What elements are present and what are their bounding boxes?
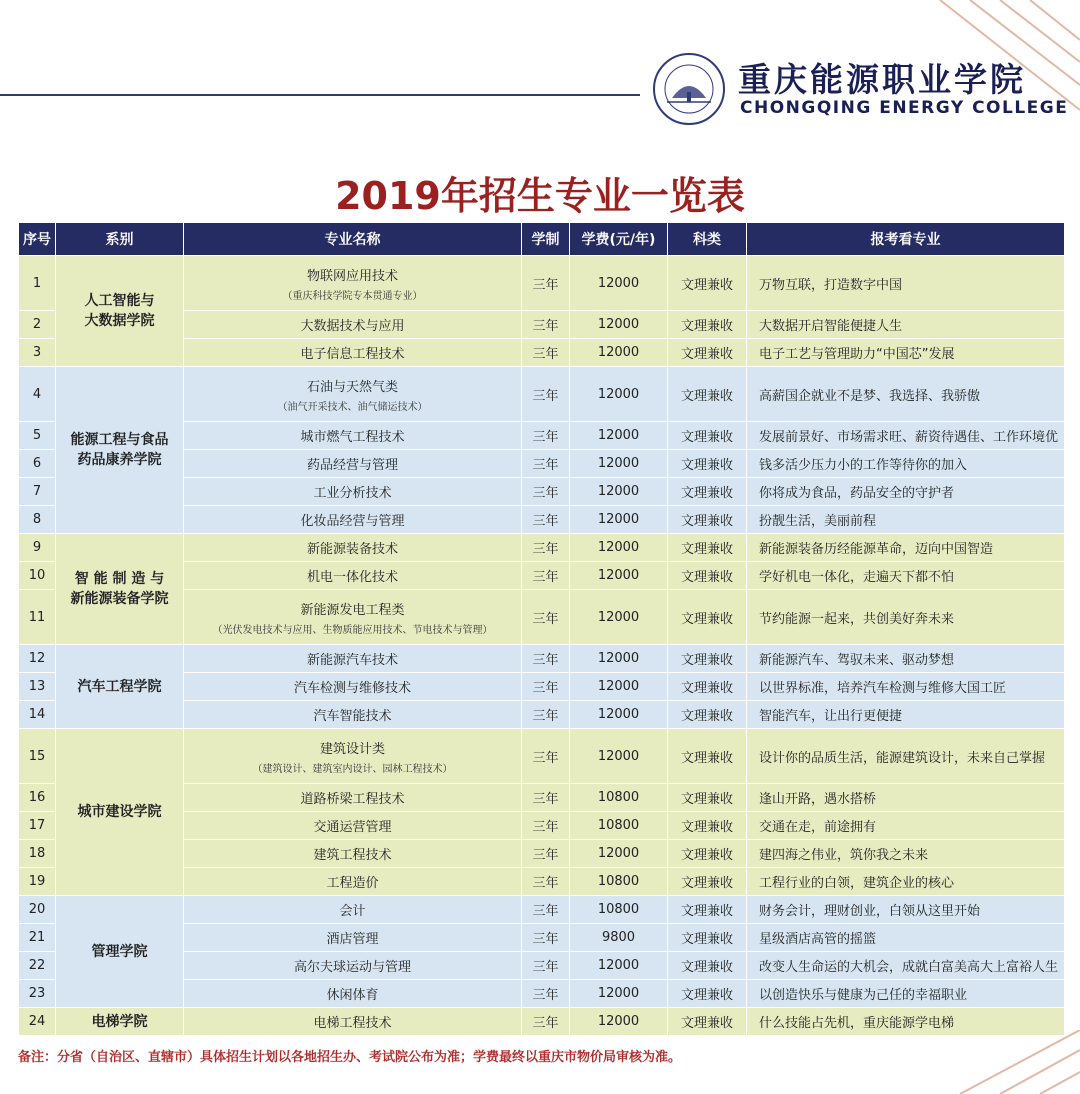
cell-years: 三年: [522, 367, 570, 422]
dept-name-line: 汽车工程学院: [77, 678, 162, 695]
cell-reason: 以世界标准，培养汽车检测与维修大国工匠: [747, 673, 1065, 701]
cell-major: [184, 422, 522, 450]
cell-major: [184, 896, 522, 924]
major-name: 交通运营管理: [313, 820, 392, 835]
cell-reason: 新能源汽车、驾驭未来、驱动梦想: [747, 645, 1065, 673]
header-rule: [0, 94, 640, 96]
cell-fee: 9800: [570, 924, 668, 952]
cell-no: 17: [19, 812, 56, 840]
cell-type: 文理兼收: [668, 562, 747, 590]
cell-fee: 12000: [570, 701, 668, 729]
cell-no: 13: [19, 673, 56, 701]
cell-dept: [56, 367, 184, 534]
cell-no: 4: [19, 367, 56, 422]
cell-fee: 12000: [570, 256, 668, 311]
cell-major: [184, 562, 522, 590]
cell-years: 三年: [522, 590, 570, 645]
cell-years: 三年: [522, 952, 570, 980]
cell-major: [184, 367, 522, 422]
cell-type: 文理兼收: [668, 506, 747, 534]
dept-name-line: 大数据学院: [84, 313, 155, 329]
cell-reason: 财务会计，理财创业，白领从这里开始: [747, 896, 1065, 924]
cell-major: [184, 868, 522, 896]
cell-dept: [56, 729, 184, 896]
corner-stripes-bottom-right: [940, 1030, 1080, 1094]
cell-years: 三年: [522, 784, 570, 812]
dept-name-line: 电梯学院: [91, 1013, 148, 1030]
cell-type: 文理兼收: [668, 450, 747, 478]
cell-reason: 新能源装备历经能源革命，迈向中国智造: [747, 534, 1065, 562]
major-name: 建筑工程技术: [313, 848, 392, 863]
cell-major: [184, 645, 522, 673]
major-name: 高尔夫球运动与管理: [293, 960, 411, 975]
table-body: [19, 256, 1065, 1036]
major-name: 工业分析技术: [313, 486, 392, 501]
col-header-no: 序号: [19, 223, 56, 256]
col-header-type: 科类: [668, 223, 747, 256]
major-subtitle: （光伏发电技术与应用、生物质能应用技术、节电技术与管理）: [212, 624, 493, 636]
cell-fee: 12000: [570, 673, 668, 701]
cell-years: 三年: [522, 450, 570, 478]
cell-fee: 12000: [570, 367, 668, 422]
cell-years: 三年: [522, 896, 570, 924]
major-name: 酒店管理: [326, 932, 379, 947]
major-name: 汽车检测与维修技术: [293, 681, 411, 696]
cell-years: 三年: [522, 506, 570, 534]
major-name: 建筑设计类: [319, 741, 385, 757]
cell-reason: 改变人生命运的大机会，成就白富美高大上富裕人生: [747, 952, 1065, 980]
major-name: 城市燃气工程技术: [300, 430, 405, 445]
table-row: [19, 729, 1065, 784]
cell-type: 文理兼收: [668, 784, 747, 812]
major-name: 物联网应用技术: [306, 268, 398, 284]
cell-no: 3: [19, 339, 56, 367]
cell-type: 文理兼收: [668, 311, 747, 339]
cell-years: 三年: [522, 701, 570, 729]
cell-reason: 设计你的品质生活，能源建筑设计，未来自己掌握: [747, 729, 1065, 784]
college-name-en: CHONGQING ENERGY COLLEGE: [740, 98, 1069, 118]
cell-major: [184, 311, 522, 339]
cell-type: 文理兼收: [668, 840, 747, 868]
cell-years: 三年: [522, 1008, 570, 1036]
cell-type: 文理兼收: [668, 729, 747, 784]
cell-type: 文理兼收: [668, 367, 747, 422]
cell-type: 文理兼收: [668, 590, 747, 645]
major-name: 电子信息工程技术: [300, 347, 405, 362]
cell-fee: 12000: [570, 450, 668, 478]
cell-dept: [56, 256, 184, 367]
majors-table: [18, 222, 1065, 1036]
cell-reason: 学好机电一体化，走遍天下都不怕: [747, 562, 1065, 590]
cell-years: 三年: [522, 840, 570, 868]
cell-no: 23: [19, 980, 56, 1008]
cell-reason: 以创造快乐与健康为己任的幸福职业: [747, 980, 1065, 1008]
cell-fee: 12000: [570, 562, 668, 590]
cell-fee: 12000: [570, 590, 668, 645]
col-header-years: 学制: [522, 223, 570, 256]
cell-no: 12: [19, 645, 56, 673]
cell-reason: 发展前景好、市场需求旺、薪资待遇佳、工作环境优: [747, 422, 1065, 450]
cell-fee: 12000: [570, 952, 668, 980]
cell-years: 三年: [522, 980, 570, 1008]
dept-name-line: 能源工程与食品: [70, 432, 169, 448]
cell-no: 6: [19, 450, 56, 478]
major-name: 休闲体育: [326, 988, 379, 1003]
cell-reason: 星级酒店高管的摇篮: [747, 924, 1065, 952]
dept-name-line: 新能源装备学院: [70, 591, 169, 607]
major-subtitle: （重庆科技学院专本贯通专业）: [282, 290, 423, 302]
cell-major: [184, 784, 522, 812]
table-row: [19, 645, 1065, 673]
major-name: 新能源汽车技术: [306, 653, 398, 668]
cell-no: 19: [19, 868, 56, 896]
cell-type: 文理兼收: [668, 952, 747, 980]
cell-no: 2: [19, 311, 56, 339]
cell-no: 18: [19, 840, 56, 868]
cell-type: 文理兼收: [668, 422, 747, 450]
major-name: 大数据技术与应用: [300, 319, 405, 334]
major-name: 药品经营与管理: [306, 458, 398, 473]
major-name: 新能源发电工程类: [300, 602, 405, 618]
cell-no: 9: [19, 534, 56, 562]
major-name: 机电一体化技术: [306, 570, 398, 585]
dept-name-line: 智 能 制 造 与: [74, 571, 165, 587]
col-header-reason: 报考看专业: [747, 223, 1065, 256]
cell-major: [184, 534, 522, 562]
major-name: 化妆品经营与管理: [300, 514, 405, 529]
table-row: [19, 1008, 1065, 1036]
cell-years: 三年: [522, 478, 570, 506]
cell-no: 14: [19, 701, 56, 729]
cell-major: [184, 1008, 522, 1036]
dept-name-line: 管理学院: [91, 943, 148, 960]
major-subtitle: （建筑设计、建筑室内设计、园林工程技术）: [252, 763, 453, 775]
cell-fee: 10800: [570, 896, 668, 924]
cell-major: [184, 840, 522, 868]
cell-years: 三年: [522, 256, 570, 311]
cell-type: 文理兼收: [668, 812, 747, 840]
cell-major: [184, 701, 522, 729]
cell-reason: 工程行业的白领，建筑企业的核心: [747, 868, 1065, 896]
cell-major: [184, 952, 522, 980]
cell-reason: 逢山开路，遇水搭桥: [747, 784, 1065, 812]
cell-reason: 钱多活少压力小的工作等待你的加入: [747, 450, 1065, 478]
footnote: 备注：分省（自治区、直辖市）具体招生计划以各地招生办、考试院公布为准；学费最终以重庆市物价局审核为准。: [18, 1050, 682, 1065]
cell-reason: 高薪国企就业不是梦、我选择、我骄傲: [747, 367, 1065, 422]
cell-major: [184, 812, 522, 840]
cell-major: [184, 339, 522, 367]
cell-fee: 10800: [570, 812, 668, 840]
cell-reason: 万物互联，打造数字中国: [747, 256, 1065, 311]
cell-fee: 12000: [570, 339, 668, 367]
col-header-dept: 系别: [56, 223, 184, 256]
cell-no: 8: [19, 506, 56, 534]
college-name-cn: 重庆能源职业学院: [738, 60, 1026, 99]
dept-name-line: 人工智能与: [84, 293, 155, 309]
cell-fee: 12000: [570, 840, 668, 868]
major-name: 道路桥梁工程技术: [300, 792, 405, 807]
cell-type: 文理兼收: [668, 673, 747, 701]
cell-no: 22: [19, 952, 56, 980]
cell-years: 三年: [522, 729, 570, 784]
cell-dept: [56, 645, 184, 729]
cell-reason: 你将成为食品，药品安全的守护者: [747, 478, 1065, 506]
cell-major: [184, 924, 522, 952]
college-logo-seal: [652, 52, 726, 126]
cell-no: 16: [19, 784, 56, 812]
table-row: [19, 896, 1065, 924]
cell-fee: 12000: [570, 422, 668, 450]
cell-major: [184, 256, 522, 311]
cell-years: 三年: [522, 868, 570, 896]
cell-years: 三年: [522, 311, 570, 339]
cell-type: 文理兼收: [668, 534, 747, 562]
major-subtitle: （油气开采技术、油气储运技术）: [277, 401, 428, 413]
cell-reason: 建四海之伟业，筑你我之未来: [747, 840, 1065, 868]
major-name: 工程造价: [326, 876, 379, 891]
cell-no: 21: [19, 924, 56, 952]
cell-type: 文理兼收: [668, 478, 747, 506]
page-title: 2019年招生专业一览表: [335, 174, 745, 218]
cell-type: 文理兼收: [668, 924, 747, 952]
cell-no: 24: [19, 1008, 56, 1036]
cell-major: [184, 590, 522, 645]
cell-dept: [56, 896, 184, 1008]
cell-major: [184, 673, 522, 701]
cell-major: [184, 506, 522, 534]
cell-dept: [56, 1008, 184, 1036]
cell-fee: 12000: [570, 311, 668, 339]
cell-type: 文理兼收: [668, 896, 747, 924]
cell-dept: [56, 534, 184, 645]
cell-reason: 大数据开启智能便捷人生: [747, 311, 1065, 339]
cell-major: [184, 478, 522, 506]
cell-years: 三年: [522, 534, 570, 562]
cell-type: 文理兼收: [668, 1008, 747, 1036]
cell-no: 5: [19, 422, 56, 450]
cell-type: 文理兼收: [668, 980, 747, 1008]
cell-fee: 10800: [570, 868, 668, 896]
col-header-major: 专业名称: [184, 223, 522, 256]
cell-reason: 交通在走，前途拥有: [747, 812, 1065, 840]
table-row: [19, 256, 1065, 311]
cell-major: [184, 980, 522, 1008]
cell-reason: 节约能源一起来，共创美好奔未来: [747, 590, 1065, 645]
cell-type: 文理兼收: [668, 645, 747, 673]
major-name: 新能源装备技术: [306, 542, 398, 557]
cell-major: [184, 450, 522, 478]
cell-fee: 12000: [570, 645, 668, 673]
dept-name-line: 城市建设学院: [77, 804, 162, 820]
col-header-fee: 学费(元/年): [570, 223, 668, 256]
major-name: 汽车智能技术: [313, 709, 392, 724]
table-row: [19, 367, 1065, 422]
major-name: 电梯工程技术: [313, 1016, 392, 1031]
cell-years: 三年: [522, 339, 570, 367]
cell-fee: 10800: [570, 784, 668, 812]
cell-fee: 12000: [570, 1008, 668, 1036]
cell-type: 文理兼收: [668, 256, 747, 311]
cell-type: 文理兼收: [668, 339, 747, 367]
cell-reason: 扮靓生活，美丽前程: [747, 506, 1065, 534]
table-row: [19, 534, 1065, 562]
cell-reason: 电子工艺与管理助力“中国芯”发展: [747, 339, 1065, 367]
cell-fee: 12000: [570, 980, 668, 1008]
cell-reason: 什么技能占先机，重庆能源学电梯: [747, 1008, 1065, 1036]
cell-major: [184, 729, 522, 784]
cell-no: 10: [19, 562, 56, 590]
table-header-row: [19, 223, 1065, 256]
cell-years: 三年: [522, 812, 570, 840]
cell-years: 三年: [522, 645, 570, 673]
cell-no: 1: [19, 256, 56, 311]
cell-years: 三年: [522, 673, 570, 701]
cell-type: 文理兼收: [668, 868, 747, 896]
cell-no: 20: [19, 896, 56, 924]
dept-name-line: 药品康养学院: [77, 452, 162, 468]
cell-no: 7: [19, 478, 56, 506]
cell-fee: 12000: [570, 534, 668, 562]
cell-fee: 12000: [570, 478, 668, 506]
major-name: 会计: [339, 904, 366, 919]
cell-fee: 12000: [570, 729, 668, 784]
cell-years: 三年: [522, 422, 570, 450]
cell-reason: 智能汽车，让出行更便捷: [747, 701, 1065, 729]
cell-no: 11: [19, 590, 56, 645]
major-name: 石油与天然气类: [306, 379, 398, 395]
cell-fee: 12000: [570, 506, 668, 534]
cell-no: 15: [19, 729, 56, 784]
cell-years: 三年: [522, 924, 570, 952]
cell-type: 文理兼收: [668, 701, 747, 729]
cell-years: 三年: [522, 562, 570, 590]
